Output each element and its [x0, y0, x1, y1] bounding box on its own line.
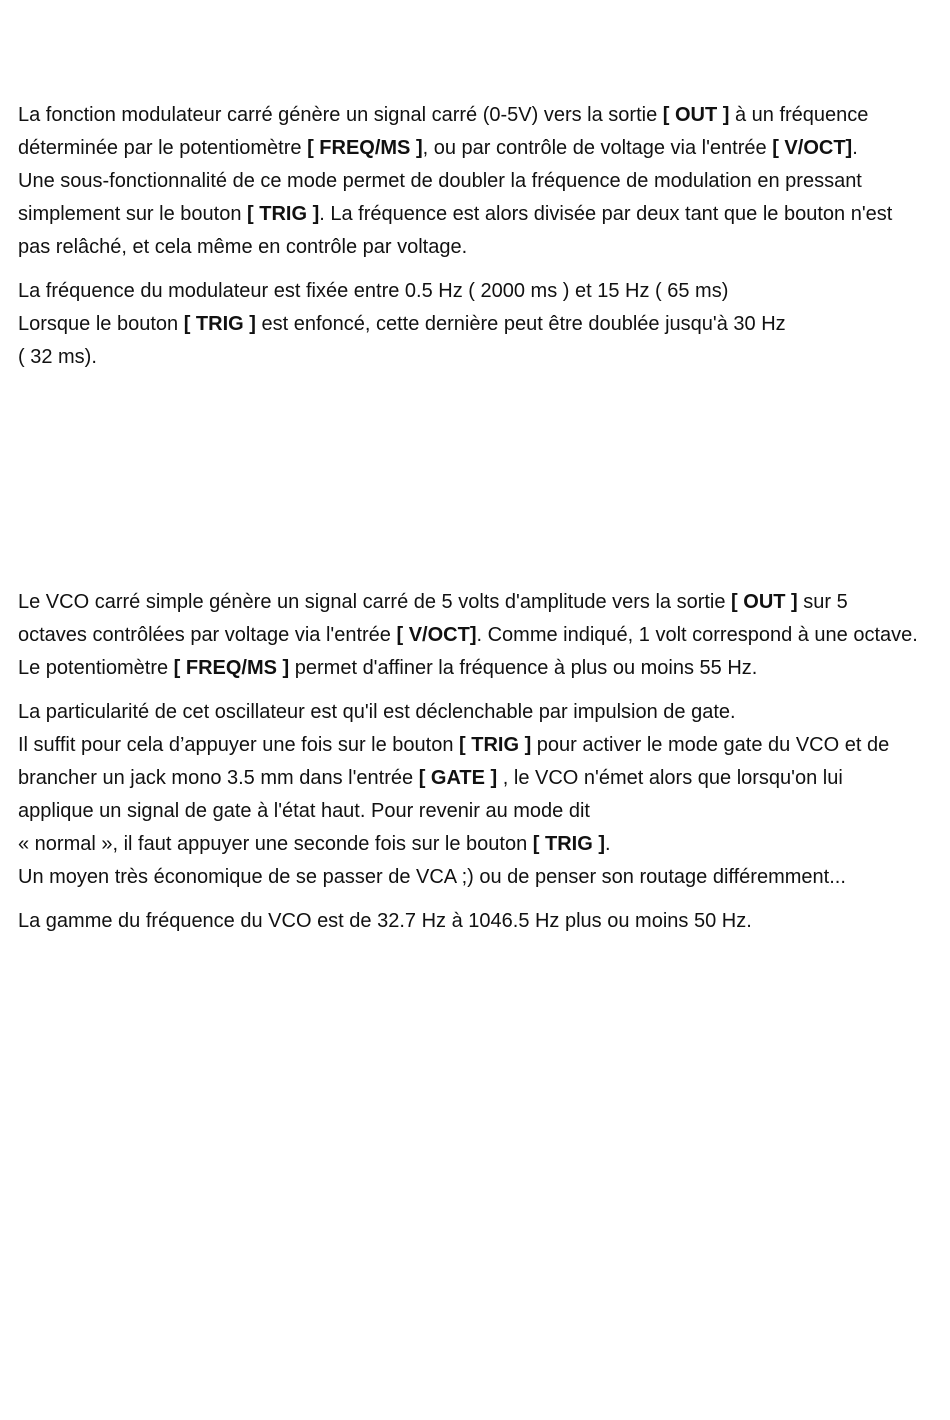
text-run: La fréquence du modulateur est fixée entre 0.5 Hz ( 2000 ms ) et 15 Hz ( 65 ms) — [18, 280, 729, 302]
text-run: sur 5 octaves contrôlées par voltage via l'entrée — [18, 591, 848, 646]
square-modulator-section — [18, 99, 918, 385]
control-label: [ FREQ/MS ] — [173, 657, 290, 679]
text-run: à un fréquence déterminée par le potentiomètre — [18, 104, 869, 159]
control-label: [ TRIG ] — [247, 203, 320, 225]
text-run: permet d'affiner la fréquence à plus ou moins 55 Hz. — [289, 657, 758, 679]
text-run: . La fréquence est alors divisée par deux tant que le bouton n'est pas relâché, et cela même en contrôle par voltage. — [18, 203, 893, 258]
modulator-description-paragraph — [18, 99, 918, 264]
control-label: [ OUT ] — [662, 104, 730, 126]
vco-description-paragraph — [18, 586, 918, 685]
text-run: est enfoncé, cette dernière peut être doublée jusqu'à 30 Hz — [255, 313, 786, 335]
text-run: Un moyen très économique de se passer de VCA ;) ou de penser son routage différemment... — [18, 866, 846, 888]
text-run: Il suffit pour cela d’appuyer une fois sur le bouton — [18, 734, 460, 756]
control-label: [ TRIG ] — [183, 313, 256, 335]
text-run: Une sous-fonctionnalité de ce mode permet de doubler la fréquence de modulation en pressant simplement sur le bouton — [18, 170, 862, 225]
text-run: La particularité de cet oscillateur est qu'il est déclenchable par impulsion de gate. — [18, 701, 736, 723]
vco-frequency-range-paragraph — [18, 905, 918, 938]
control-label: [ FREQ/MS ] — [307, 137, 423, 159]
text-run: . — [604, 833, 611, 855]
text-run: ( 32 ms). — [18, 346, 97, 368]
control-label: [ TRIG ] — [532, 833, 605, 855]
text-run: . — [852, 137, 858, 159]
text-run: Le VCO carré simple génère un signal carré de 5 volts d'amplitude vers la sortie — [18, 591, 732, 613]
text-run: « normal », il faut appuyer une seconde fois sur le bouton — [18, 833, 533, 855]
text-run: La gamme du fréquence du VCO est de 32.7 Hz à 1046.5 Hz plus ou moins 50 Hz. — [18, 910, 752, 932]
vco-gate-mode-paragraph — [18, 696, 918, 894]
text-run: Lorsque le bouton — [18, 313, 184, 335]
control-label: [ GATE ] — [418, 767, 498, 789]
text-run: , le VCO n'émet alors que lorsqu'on lui applique un signal de gate à l'état haut. Pour revenir au mode dit — [18, 767, 843, 822]
text-run: pour activer le mode gate du VCO et de brancher un jack mono 3.5 mm dans l'entrée — [18, 734, 890, 789]
modulator-frequency-range-paragraph — [18, 275, 918, 374]
text-run: . Comme indiqué, 1 volt correspond à une octave. Le potentiomètre — [18, 624, 918, 679]
text-run: La fonction modulateur carré génère un signal carré (0-5V) vers la sortie — [18, 104, 663, 126]
control-label: [ V/OCT] — [396, 624, 477, 646]
control-label: [ V/OCT] — [772, 137, 853, 159]
text-run: , ou par contrôle de voltage via l'entrée — [422, 137, 773, 159]
control-label: [ OUT ] — [731, 591, 798, 613]
control-label: [ TRIG ] — [459, 734, 532, 756]
square-vco-section — [18, 586, 918, 949]
